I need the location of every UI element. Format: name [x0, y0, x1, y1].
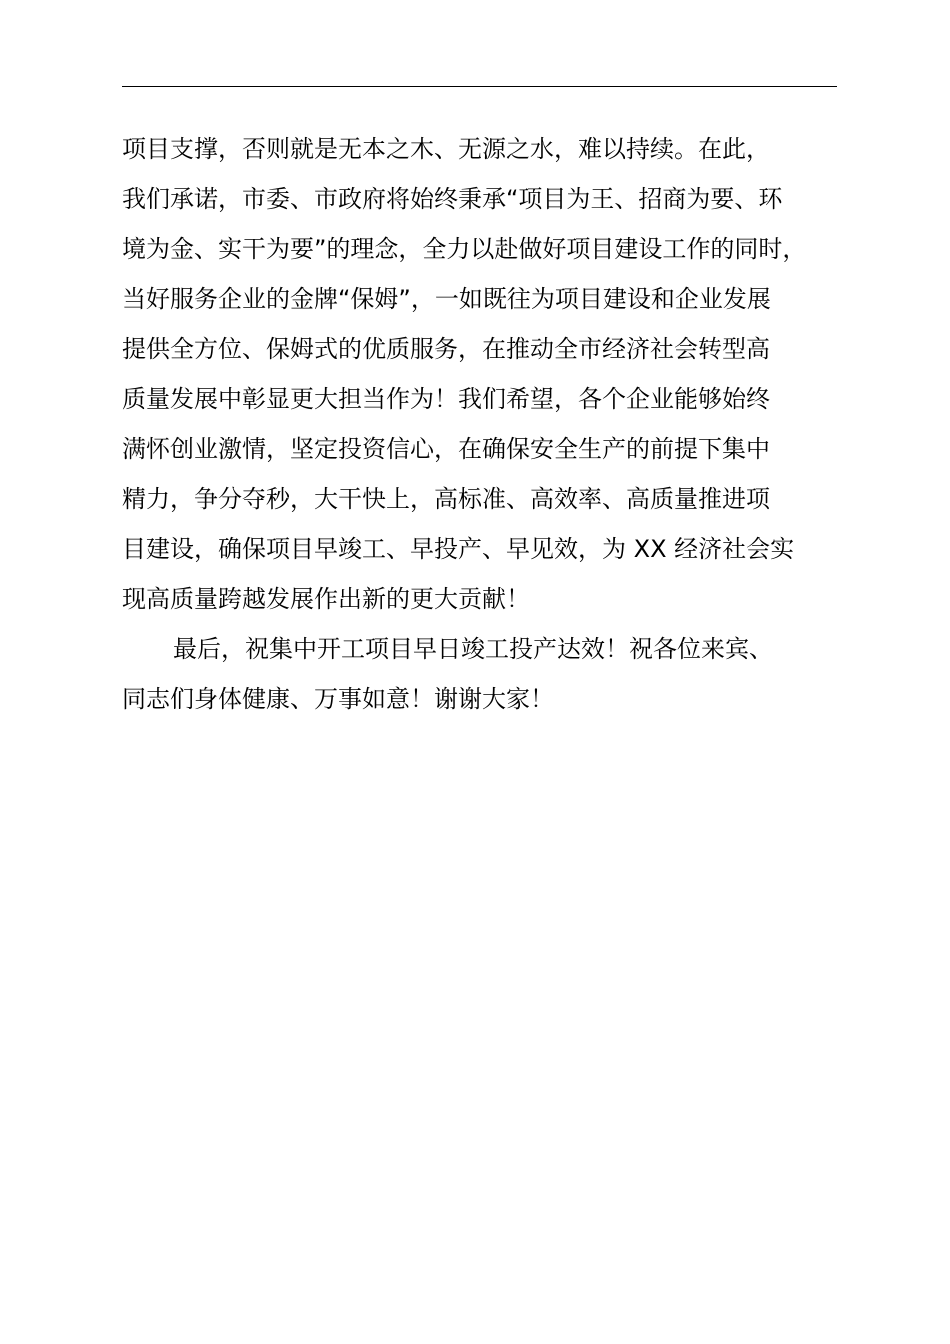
text-line: 现高质量跨越发展作出新的更大贡献！ — [122, 585, 530, 613]
paragraph-1 — [122, 124, 862, 624]
header-rule — [122, 86, 837, 87]
text-line: 我们承诺，市委、市政府将始终秉承“项目为王、招商为要、环 — [122, 185, 783, 213]
text-line: 项目支撑，否则就是无本之木、无源之水，难以持续。在此， — [122, 135, 770, 163]
document-body — [122, 124, 862, 724]
text-line: 目建设，确保项目早竣工、早投产、早见效，为 XX 经济社会实 — [122, 535, 795, 563]
text-line: 同志们身体健康、万事如意！谢谢大家！ — [122, 685, 554, 713]
paragraph-2 — [122, 624, 862, 724]
text-line: 质量发展中彰显更大担当作为！我们希望，各个企业能够始终 — [122, 385, 770, 413]
text-line: 满怀创业激情，坚定投资信心，在确保安全生产的前提下集中 — [122, 435, 770, 463]
text-line: 提供全方位、保姆式的优质服务，在推动全市经济社会转型高 — [122, 335, 770, 363]
text-line: 当好服务企业的金牌“保姆”，一如既往为项目建设和企业发展 — [122, 285, 771, 313]
text-line: 最后，祝集中开工项目早日竣工投产达效！祝各位来宾、 — [173, 635, 773, 663]
text-line: 精力，争分夺秒，大干快上，高标准、高效率、高质量推进项 — [122, 485, 770, 513]
text-line: 境为金、实干为要”的理念，全力以赴做好项目建设工作的同时， — [122, 235, 807, 263]
